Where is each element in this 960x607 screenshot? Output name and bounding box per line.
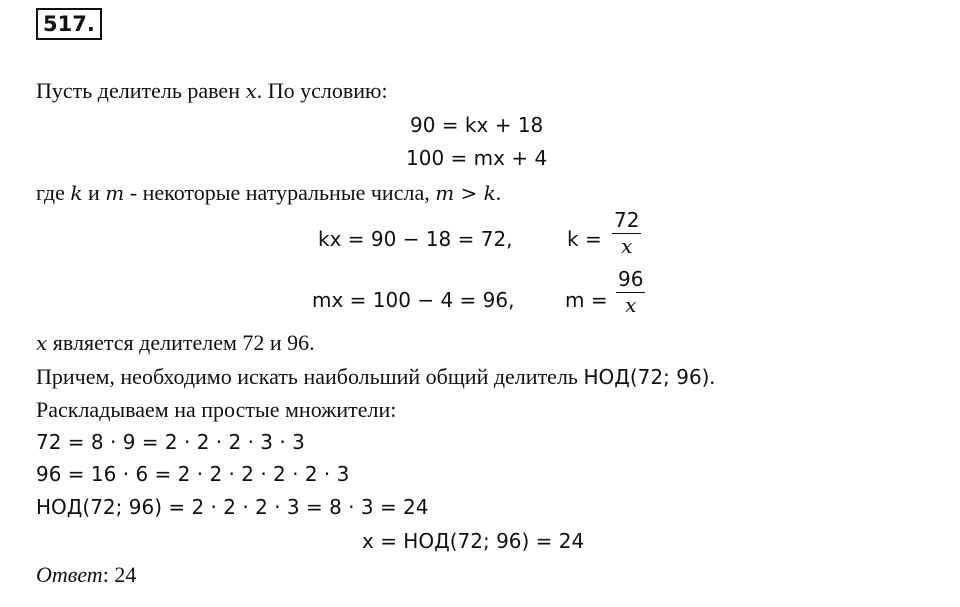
gcd-expression: НОД(72; 96) xyxy=(583,365,710,389)
factorization-72: 72 = 8 · 9 = 2 · 2 · 2 · 3 · 3 xyxy=(36,430,305,454)
intro-text-end: . По условию: xyxy=(256,78,388,103)
m-fraction xyxy=(616,268,645,317)
divisor-line xyxy=(36,330,315,356)
intro-variable: x xyxy=(245,79,257,103)
m-fraction-denominator: x xyxy=(625,293,637,317)
where-inequality: m > k xyxy=(435,181,496,205)
k-lhs: k = xyxy=(567,227,602,251)
where-text-3: - некоторые натуральные числа, xyxy=(124,180,436,205)
answer-colon: : xyxy=(102,562,115,587)
k-fraction-numerator: 72 xyxy=(614,208,640,232)
where-line xyxy=(36,180,501,206)
factorization-gcd: НОД(72; 96) = 2 · 2 · 2 · 3 = 8 · 3 = 24 xyxy=(36,495,429,519)
where-k: k xyxy=(70,181,83,205)
equation-2: 100 = mx + 4 xyxy=(406,146,548,170)
gcd-text: Причем, необходимо искать наибольший общий делитель xyxy=(36,364,584,389)
where-text-4: . xyxy=(495,180,502,205)
gcd-line xyxy=(36,364,715,390)
answer-label: Ответ xyxy=(36,562,103,587)
k-fraction-denominator: x xyxy=(621,234,633,258)
mx-equation: mx = 100 − 4 = 96, xyxy=(312,288,515,312)
factor-intro: Раскладываем на простые множители: xyxy=(36,397,397,422)
answer-line xyxy=(36,562,136,588)
equation-1: 90 = kx + 18 xyxy=(410,113,544,137)
divisor-variable: x xyxy=(36,331,48,355)
where-text-2: и xyxy=(82,180,106,205)
divisor-text: является делителем 72 и 96. xyxy=(47,330,315,355)
intro-line xyxy=(36,78,388,104)
where-m: m xyxy=(105,181,125,205)
intro-text: Пусть делитель равен xyxy=(36,78,246,103)
answer-value: 24 xyxy=(114,562,137,587)
kx-equation: kx = 90 − 18 = 72, xyxy=(318,227,513,251)
problem-number: 517. xyxy=(36,8,102,40)
k-fraction xyxy=(612,209,641,258)
m-fraction-numerator: 96 xyxy=(618,267,644,291)
factorization-96: 96 = 16 · 6 = 2 · 2 · 2 · 2 · 2 · 3 xyxy=(36,462,350,486)
m-lhs: m = xyxy=(565,288,608,312)
final-equation: x = НОД(72; 96) = 24 xyxy=(362,529,585,553)
where-text-1: где xyxy=(36,180,71,205)
gcd-end: . xyxy=(709,364,715,389)
